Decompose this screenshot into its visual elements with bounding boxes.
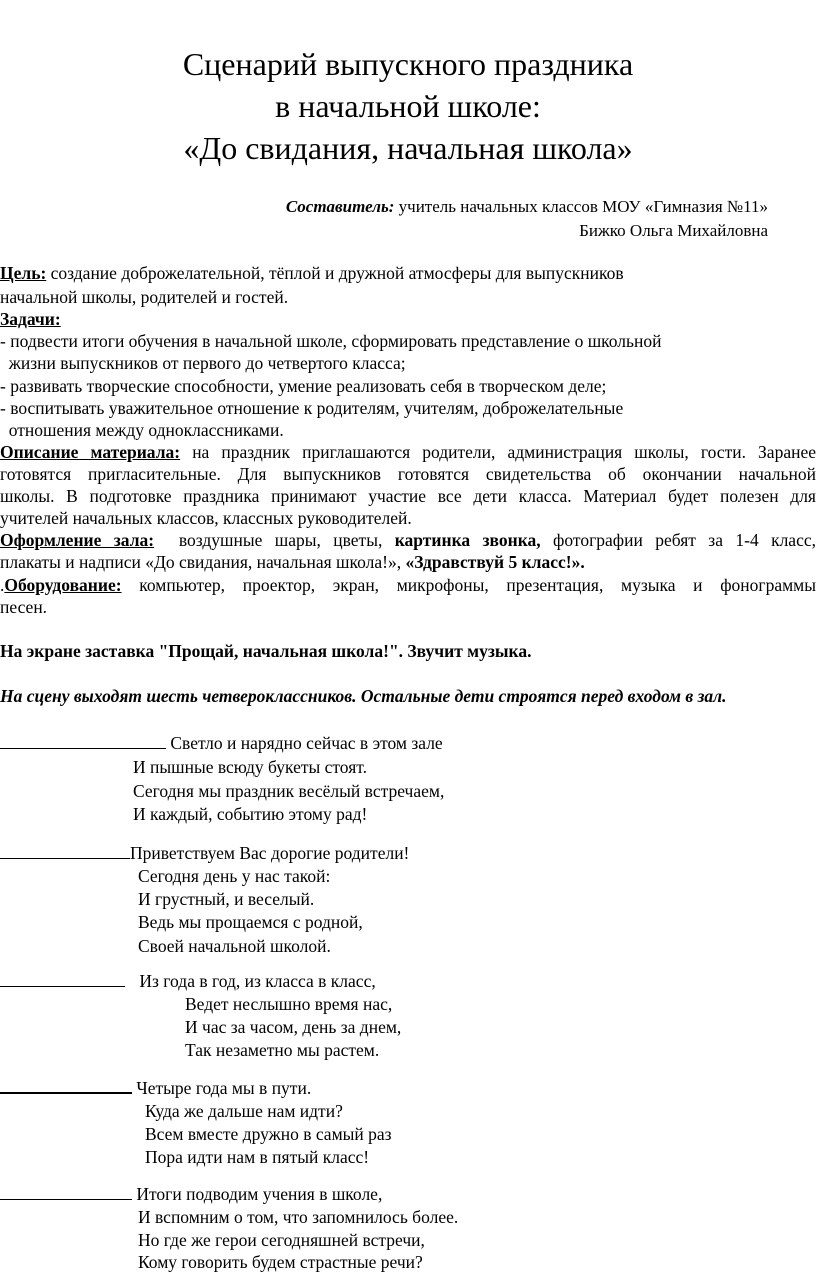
- equipment-prefix: .: [0, 575, 5, 595]
- description-line-4: учителей начальных классов, классных руководителей.: [0, 508, 412, 528]
- speaker-blank: [0, 1185, 132, 1200]
- task-line: - подвести итоги обучения в начальной школе, сформировать представление о школьной: [0, 331, 662, 351]
- equipment-label: Оборудование:: [4, 575, 122, 595]
- verse-2-line-5: Своей начальной школой.: [138, 936, 331, 956]
- verse-3-line-3: И час за часом, день за днем,: [185, 1017, 402, 1037]
- verse-3-line-1: [0, 970, 376, 993]
- verse-1-line-4: И каждый, событию этому рад!: [133, 804, 368, 824]
- author-text: учитель начальных классов МОУ «Гимназия №11»: [394, 197, 768, 216]
- decoration-line-1: [0, 529, 816, 551]
- goal-text: создание доброжелательной, тёплой и дружной атмосферы для выпускников: [46, 263, 624, 283]
- tasks-label: Задачи:: [0, 309, 61, 329]
- equipment-text: компьютер, проектор, экран, микрофоны, презентация, музыка и фонограммы: [121, 575, 816, 595]
- description-line-2: готовятся пригласительные. Для выпускников готовятся свидетельства об окончании начальной: [0, 464, 816, 484]
- verse-2-line-3: И грустный, и веселый.: [138, 889, 315, 909]
- description-line-3: школы. В подготовке праздника принимают участие все дети класса. Материал будет полезен для: [0, 486, 816, 506]
- equipment-line-1: [0, 574, 816, 596]
- verse-5-line-4: Кому говорить будем страстные речи?: [138, 1252, 423, 1272]
- verse-2-line-1: [0, 842, 409, 865]
- speaker-blank: [0, 1078, 132, 1094]
- title-line-1: Сценарий выпускного праздника: [182, 46, 634, 82]
- verse-3-line-2: Ведет неслышно время нас,: [185, 994, 393, 1014]
- goal-line-1: [0, 262, 624, 284]
- verse-2-line-2: Сегодня день у нас такой:: [138, 866, 331, 886]
- verse-1-line-2: И пышные всюду букеты стоят.: [133, 757, 367, 777]
- decoration-bold: картинка звонка,: [394, 530, 541, 550]
- decoration-bold-2: «Здравствуй 5 класс!».: [405, 552, 585, 572]
- decoration-text-2: фотографии ребят за 1-4 класс,: [540, 530, 816, 550]
- description-line-1: [0, 441, 816, 463]
- task-line: - воспитывать уважительное отношение к родителям, учителям, доброжелательные: [0, 398, 624, 418]
- equipment-line-2: песен.: [0, 597, 48, 617]
- verse-3-line-4: Так незаметно мы растем.: [185, 1040, 380, 1060]
- verse-1-line-1: [0, 732, 443, 755]
- verse-5-line-3: Но где же герои сегодняшней встречи,: [138, 1230, 425, 1250]
- verse-text: Из года в год, из класса в класс,: [139, 971, 376, 991]
- task-line: жизни выпускников от первого до четвертого класса;: [0, 353, 406, 373]
- verse-text: Приветствуем Вас дорогие родители!: [130, 843, 410, 863]
- title-line-2: в начальной школе:: [275, 88, 541, 124]
- decoration-label: Оформление зала:: [0, 530, 155, 550]
- verse-1-line-3: Сегодня мы праздник весёлый встречаем,: [133, 781, 445, 801]
- goal-label: Цель:: [0, 263, 47, 283]
- speaker-blank: [0, 844, 130, 859]
- verse-4-line-2: Куда же дальше нам идти?: [145, 1101, 343, 1121]
- stage-direction-1: На экране заставка "Прощай, начальная школа!". Звучит музыка.: [0, 641, 532, 661]
- verse-2-line-4: Ведь мы прощаемся с родной,: [138, 912, 363, 932]
- task-line: отношения между одноклассниками.: [0, 420, 284, 440]
- decoration-text-3: плакаты и надписи «До свидания, начальная школа!»,: [0, 552, 406, 572]
- verse-5-line-1: [0, 1183, 382, 1206]
- stage-direction-2: На сцену выходят шесть четвероклассников. Остальные дети строятся перед входом в зал.: [0, 686, 727, 706]
- verse-4-line-3: Всем вместе дружно в самый раз: [145, 1124, 392, 1144]
- author-label: Составитель:: [285, 197, 395, 216]
- author-line: [286, 195, 768, 219]
- title-line-3: «До свидания, начальная школа»: [183, 130, 633, 166]
- description-text: на праздник приглашаются родители, администрация школы, гости. Заранее: [180, 442, 816, 462]
- verse-text: Четыре года мы в пути.: [136, 1078, 312, 1098]
- verse-text: Итоги подводим учения в школе,: [136, 1184, 383, 1204]
- verse-4-line-4: Пора идти нам в пятый класс!: [145, 1147, 370, 1167]
- decoration-line-2: [0, 551, 585, 573]
- author-name: Бижко Ольга Михайловна: [579, 221, 768, 240]
- verse-5-line-2: И вспомним о том, что запомнилось более.: [138, 1207, 459, 1227]
- task-line: - развивать творческие способности, умение реализовать себя в творческом деле;: [0, 376, 607, 396]
- goal-line-2: начальной школы, родителей и гостей.: [0, 287, 289, 307]
- speaker-blank: [0, 734, 166, 749]
- speaker-blank: [0, 972, 125, 987]
- verse-4-line-1: [0, 1077, 311, 1100]
- decoration-text-1: воздушные шары, цветы,: [154, 530, 395, 550]
- verse-text: Светло и нарядно сейчас в этом зале: [170, 733, 443, 753]
- description-label: Описание материала:: [0, 442, 181, 462]
